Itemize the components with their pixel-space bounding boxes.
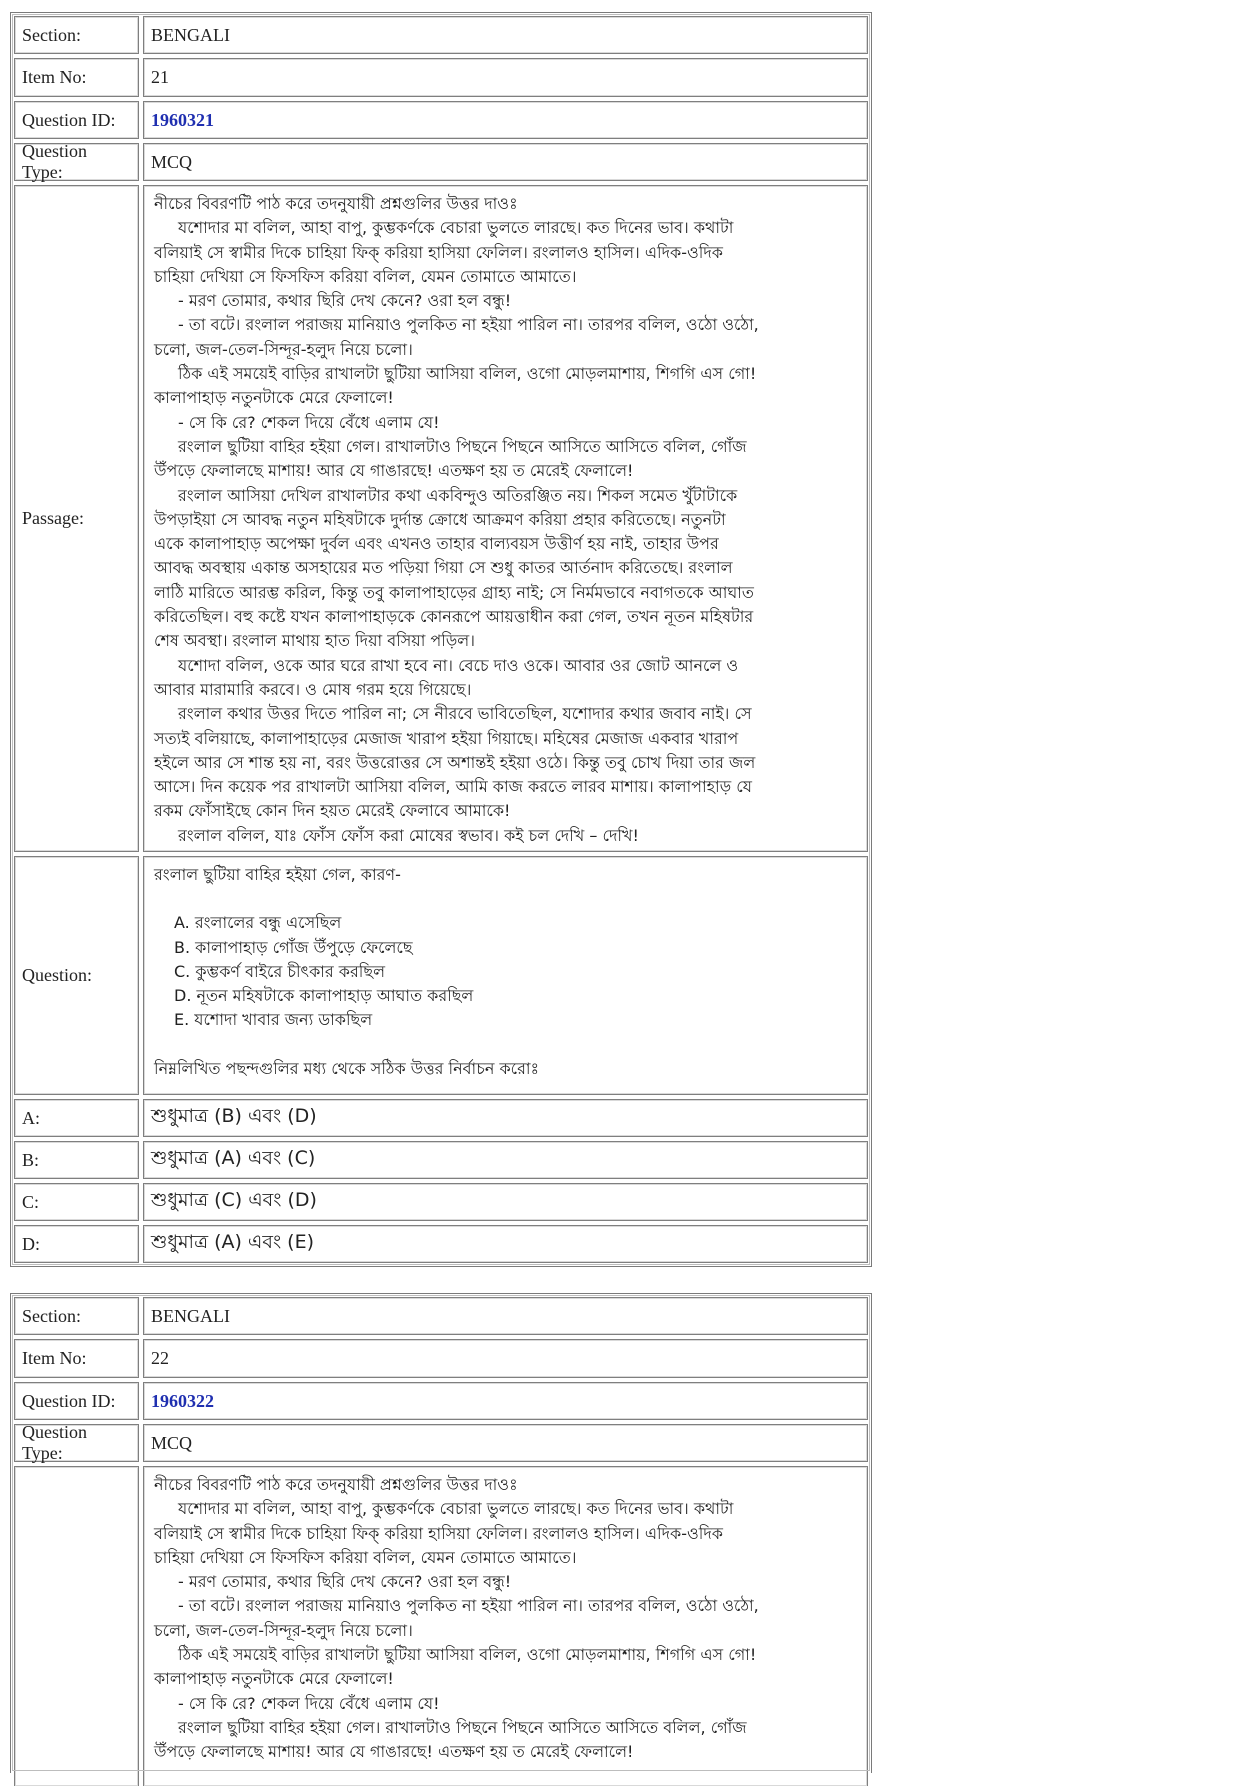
passage-line: রকম ফোঁসাইছে কোন দিন হয়ত মেরেই ফেলাবে আমাকে! (154, 801, 511, 821)
passage-row (14, 185, 868, 852)
passage-line: একে কালাপাহাড় অপেক্ষা দুর্বল এবং এখনও তাহার বাল্যবয়স উত্তীর্ণ হয় নাই, তাহার উপর (154, 534, 719, 554)
passage-line: চলো, জল-তেল-সিন্দূর-হলুদ নিয়ে চলো। (154, 1620, 413, 1640)
passage-line: চলো, জল-তেল-সিন্দূর-হলুদ নিয়ে চলো। (154, 339, 413, 359)
question-block-21 (10, 12, 872, 1267)
passage-label: Passage: (14, 185, 139, 852)
passage-line: আসে। দিন কয়েক পর রাখালটা আসিয়া বলিল, আমি কাজ করতে লারব মাশায়। কালাপাহাড় যে (154, 777, 752, 797)
question-stem: রংলাল ছুটিয়া বাহির হইয়া গেল, কারণ- (154, 865, 401, 884)
passage-line: শেষ অবস্থা। রংলাল মাথায় হাত দিয়া বসিয়া পড়িল। (154, 631, 475, 651)
answer-b-value: শুধুমাত্র (A) এবং (C) (143, 1141, 868, 1179)
passage-line: বলিয়াই সে স্বামীর দিকে চাহিয়া ফিক্ করিয়া হাসিয়া ফেলিল। রংলালও হাসিল। এদিক-ওদিক (154, 1523, 723, 1543)
question-id-row (14, 101, 868, 139)
passage-line: হইলে আর সে শান্ত হয় না, বরং উত্তরোত্তর সে অশান্তই হইয়া ওঠে। কিন্তু তবু চোখ দিয়া তার জল (154, 752, 756, 772)
passage-line: যশোদার মা বলিল, আহা বাপু, কুম্ভকর্ণকে বেচারা ভুলতে লারছে। কত দিনের ভাব। কথাটা (178, 1499, 734, 1519)
question-type-label: Question Type: (14, 143, 139, 181)
section-label: Section: (14, 1297, 139, 1335)
item-no-value: 22 (143, 1339, 868, 1378)
passage-line: রংলাল ছুটিয়া বাহির হইয়া গেল। রাখালটাও পিছনে পিছনে আসিতে আসিতে বলিল, গোঁজ (178, 1717, 747, 1737)
question-type-row (14, 1424, 868, 1462)
answer-c-row (14, 1183, 868, 1221)
passage-line: চাহিয়া দেখিয়া সে ফিসফিস করিয়া বলিল, যেমন তোমাতে আমাতে। (154, 266, 577, 286)
passage-line: উপড়াইয়া সে আবদ্ধ নতুন মহিষটাকে দুর্দান্ত ক্রোধে আক্রমণ করিয়া প্রহার করিতেছে। নতুনটা (154, 509, 726, 529)
item-no-value: 21 (143, 58, 868, 97)
question-text (143, 856, 868, 1095)
passage-line: উঁপড়ে ফেলালছে মাশায়! আর যে গাঙারছে! এতক্ষণ হয় ত মেরেই ফেলালে! (154, 461, 634, 481)
question-id-value: 1960322 (143, 1382, 868, 1420)
section-value: BENGALI (143, 16, 868, 54)
section-row (14, 1297, 868, 1335)
passage-line: রংলাল কথার উত্তর দিতে পারিল না; সে নীরবে ভাবিতেছিল, যশোদার কথার জবাব নাই। সে (178, 704, 752, 724)
item-no-label: Item No: (14, 1339, 139, 1378)
question-id-row (14, 1382, 868, 1420)
passage-line: যশোদার মা বলিল, আহা বাপু, কুম্ভকর্ণকে বেচারা ভুলতে লারছে। কত দিনের ভাব। কথাটা (178, 218, 734, 238)
item-no-row (14, 58, 868, 97)
passage-line: ঠিক এই সময়েই বাড়ির রাখালটা ছুটিয়া আসিয়া বলিল, ওগো মোড়লমাশায়, শিগগি এস গো! (178, 1645, 757, 1665)
passage-line: যশোদা বলিল, ওকে আর ঘরে রাখা হবে না। বেচে দাও ওকে। আবার ওর জোট আনলে ও (178, 655, 739, 675)
answer-d-row (14, 1225, 868, 1263)
passage-line: আবদ্ধ অবস্থায় একান্ত অসহায়ের মত পড়িয়া গিয়া সে শুধু কাতর আর্তনাদ করিতেছে। রংলাল (154, 558, 733, 578)
passage-line: - মরণ তোমার, কথার ছিরি দেখ কেনে? ওরা হল বন্ধু! (178, 1572, 512, 1592)
question-option-d: D. নূতন মহিষটাকে কালাপাহাড় আঘাত করছিল (174, 986, 474, 1006)
passage-line: নীচের বিবরণটি পাঠ করে তদনুযায়ী প্রশ্নগুলির উত্তর দাওঃ (154, 194, 518, 213)
question-id-label: Question ID: (14, 101, 139, 139)
item-no-row (14, 1339, 868, 1378)
question-option-c: C. কুম্ভকর্ণ বাইরে চীৎকার করছিল (174, 961, 386, 981)
answer-a-row (14, 1099, 868, 1137)
question-option-e: E. যশোদা খাবার জন্য ডাকছিল (174, 1010, 373, 1030)
passage-line: - সে কি রে? শেকল দিয়ে বেঁধে এলাম যে! (178, 412, 440, 432)
passage-line: - সে কি রে? শেকল দিয়ে বেঁধে এলাম যে! (178, 1693, 440, 1713)
passage-row (14, 1466, 868, 1786)
passage-text (143, 1466, 868, 1786)
item-no-label: Item No: (14, 58, 139, 97)
section-row (14, 16, 868, 54)
question-type-label: Question Type: (14, 1424, 139, 1462)
question-id-value: 1960321 (143, 101, 868, 139)
passage-line: বলিয়াই সে স্বামীর দিকে চাহিয়া ফিক্ করিয়া হাসিয়া ফেলিল। রংলালও হাসিল। এদিক-ওদিক (154, 242, 723, 262)
answer-d-label: D: (14, 1225, 139, 1263)
question-block-22 (10, 1293, 872, 1773)
question-row (14, 856, 868, 1095)
question-option-b: B. কালাপাহাড় গোঁজ উঁপুড়ে ফেলেছে (174, 937, 413, 957)
passage-line: ঠিক এই সময়েই বাড়ির রাখালটা ছুটিয়া আসিয়া বলিল, ওগো মোড়লমাশায়, শিগগি এস গো! (178, 364, 757, 384)
question-instruction: নিম্নলিখিত পছন্দগুলির মধ্য থেকে সঠিক উত্তর নির্বাচন করোঃ (154, 1058, 540, 1078)
passage-label (14, 1466, 139, 1786)
answer-a-label: A: (14, 1099, 139, 1137)
question-type-row (14, 143, 868, 181)
question-id-label: Question ID: (14, 1382, 139, 1420)
passage-line: রংলাল আসিয়া দেখিল রাখালটার কথা একবিন্দুও অতিরঞ্জিত নয়। শিকল সমেত খুঁটাটাকে (178, 485, 738, 505)
question-type-value: MCQ (143, 1424, 868, 1462)
question-type-value: MCQ (143, 143, 868, 181)
passage-line: নীচের বিবরণটি পাঠ করে তদনুযায়ী প্রশ্নগুলির উত্তর দাওঃ (154, 1475, 518, 1494)
answer-a-value: শুধুমাত্র (B) এবং (D) (143, 1099, 868, 1137)
section-label: Section: (14, 16, 139, 54)
answer-d-value: শুধুমাত্র (A) এবং (E) (143, 1225, 868, 1263)
passage-line: - তা বটে। রংলাল পরাজয় মানিয়াও পুলকিত না হইয়া পারিল না। তারপর বলিল, ওঠো ওঠো, (178, 1596, 759, 1616)
answer-c-label: C: (14, 1183, 139, 1221)
passage-line: কালাপাহাড় নতুনটাকে মেরে ফেলালে! (154, 1669, 394, 1689)
passage-line: উঁপড়ে ফেলালছে মাশায়! আর যে গাঙারছে! এতক্ষণ হয় ত মেরেই ফেলালে! (154, 1742, 634, 1762)
answer-c-value: শুধুমাত্র (C) এবং (D) (143, 1183, 868, 1221)
question-label: Question: (14, 856, 139, 1095)
section-value: BENGALI (143, 1297, 868, 1335)
passage-line: সত্যই বলিয়াছে, কালাপাহাড়ের মেজাজ খারাপ হইয়া গিয়াছে। মহিষের মেজাজ একবার খারাপ (154, 728, 739, 748)
passage-text (143, 185, 868, 852)
passage-line: রংলাল বলিল, যাঃ ফোঁস ফোঁস করা মোষের স্বভাব। কই চল দেখি – দেখি! (178, 825, 639, 845)
answer-b-row (14, 1141, 868, 1179)
passage-line: করিতেছিল। বহু কষ্টে যখন কালাপাহাড়কে কোনরূপে আয়ত্তাধীন করা গেল, তখন নূতন মহিষটার (154, 607, 754, 627)
passage-line: - তা বটে। রংলাল পরাজয় মানিয়াও পুলকিত না হইয়া পারিল না। তারপর বলিল, ওঠো ওঠো, (178, 315, 759, 335)
answer-b-label: B: (14, 1141, 139, 1179)
passage-line: আবার মারামারি করবে। ও মোষ গরম হয়ে গিয়েছে। (154, 679, 472, 699)
passage-line: - মরণ তোমার, কথার ছিরি দেখ কেনে? ওরা হল বন্ধু! (178, 291, 512, 311)
passage-line: চাহিয়া দেখিয়া সে ফিসফিস করিয়া বলিল, যেমন তোমাতে আমাতে। (154, 1547, 577, 1567)
question-option-a: A. রংলালের বন্ধু এসেছিল (174, 913, 342, 933)
passage-line: লাঠি মারিতে আরম্ভ করিল, কিন্তু তবু কালাপাহাড়ের গ্রাহ্য নাই; সে নির্মমভাবে নবাগতকে আঘাত (154, 582, 754, 602)
passage-line: কালাপাহাড় নতুনটাকে মেরে ফেলালে! (154, 388, 394, 408)
passage-line: রংলাল ছুটিয়া বাহির হইয়া গেল। রাখালটাও পিছনে পিছনে আসিতে আসিতে বলিল, গোঁজ (178, 436, 747, 456)
